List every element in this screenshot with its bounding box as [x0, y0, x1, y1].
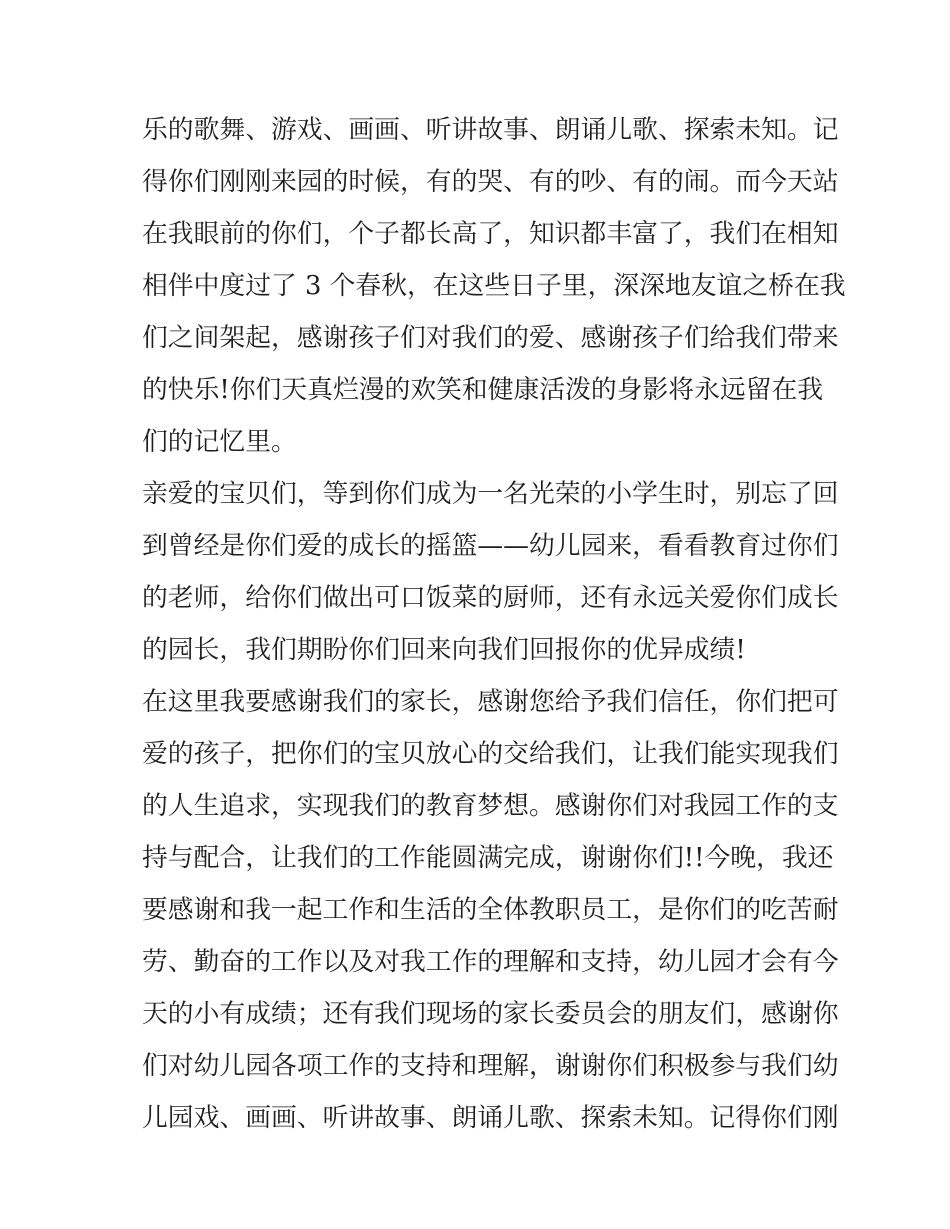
text-line: 到曾经是你们爱的成长的摇篮——幼儿园来，看看教育过你们	[142, 531, 839, 561]
text-line: 劳、勤奋的工作以及对我工作的理解和支持，幼儿园才会有今	[142, 947, 839, 977]
text-line: 天的小有成绩；还有我们现场的家长委员会的朋友们，感谢你	[142, 999, 839, 1029]
text-line: 相伴中度过了 3 个春秋，在这些日子里，深深地友谊之桥在我	[142, 271, 846, 301]
text-line: 的人生追求，实现我们的教育梦想。感谢你们对我园工作的支	[142, 791, 839, 821]
text-line: 的快乐!你们天真烂漫的欢笑和健康活泼的身影将永远留在我	[142, 375, 824, 405]
text-line: 亲爱的宝贝们，等到你们成为一名光荣的小学生时，别忘了回	[142, 479, 839, 509]
text-line: 儿园戏、画画、听讲故事、朗诵儿歌、探索未知。记得你们刚	[142, 1103, 839, 1133]
text-line: 们的记忆里。	[142, 427, 297, 457]
text-line: 得你们刚刚来园的时候，有的哭、有的吵、有的闹。而今天站	[142, 167, 839, 197]
text-line: 们对幼儿园各项工作的支持和理解，谢谢你们积极参与我们幼	[142, 1051, 839, 1081]
text-line: 爱的孩子，把你们的宝贝放心的交给我们，让我们能实现我们	[142, 739, 839, 769]
text-line: 要感谢和我一起工作和生活的全体教职员工，是你们的吃苦耐	[142, 895, 839, 925]
text-line: 在这里我要感谢我们的家长，感谢您给予我们信任，你们把可	[142, 687, 839, 717]
text-line: 乐的歌舞、游戏、画画、听讲故事、朗诵儿歌、探索未知。记	[142, 115, 839, 145]
text-line: 在我眼前的你们，个子都长高了，知识都丰富了，我们在相知	[142, 219, 839, 249]
document-page	[142, 112, 846, 1152]
text-line: 的老师，给你们做出可口饭菜的厨师，还有永远关爱你们成长	[142, 583, 839, 613]
text-line: 们之间架起，感谢孩子们对我们的爱、感谢孩子们给我们带来	[142, 323, 839, 353]
text-line: 持与配合，让我们的工作能圆满完成，谢谢你们!!今晚，我还	[142, 843, 834, 873]
text-line: 的园长，我们期盼你们回来向我们回报你的优异成绩!	[142, 635, 746, 665]
